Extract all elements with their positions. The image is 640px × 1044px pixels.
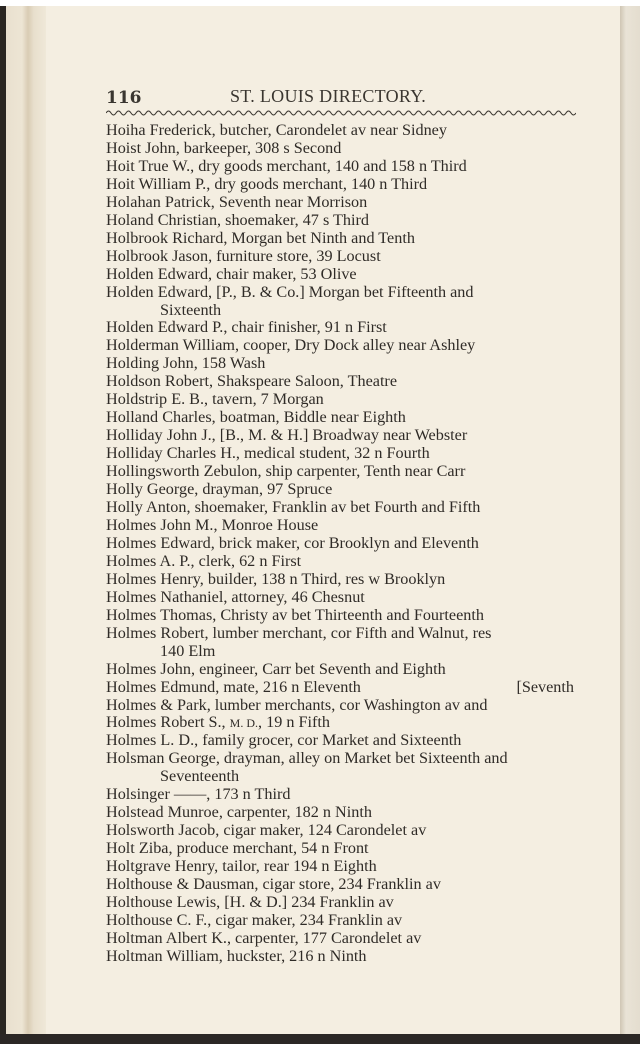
page-edges-left — [6, 6, 46, 1034]
directory-entry: Holly Anton, shoemaker, Franklin av bet Fourth and Fifth — [106, 498, 481, 517]
directory-entry: Holthouse & Dausman, cigar store, 234 Franklin av — [106, 875, 441, 894]
directory-entry: Hoit William P., dry goods merchant, 140 n Third — [106, 174, 428, 193]
directory-entry: Holmes Thomas, Christy av bet Thirteenth and Fourteenth — [106, 605, 484, 624]
directory-entry: Hollingsworth Zebulon, ship carpenter, Tenth near Carr — [106, 462, 466, 481]
directory-entry: Hoiha Frederick, butcher, Carondelet av near Sidney — [106, 121, 447, 139]
directory-entry: Holly George, drayman, 97 Spruce — [106, 480, 333, 499]
directory-entry: Holthouse Lewis, [H. & D.] 234 Franklin av — [106, 892, 394, 911]
entry-text: Holmes Edmund, mate, 216 n Eleventh — [106, 677, 361, 696]
entry-text: Holmes & Park, lumber merchants, cor Washington av and — [106, 695, 488, 714]
directory-entry: Holmes John M., Monroe House — [106, 515, 319, 534]
entry-text-rest: , 19 n Fifth — [258, 713, 330, 732]
directory-entry: Holthouse C. F., cigar maker, 234 Franklin av — [106, 910, 403, 929]
directory-entry: Holahan Patrick, Seventh near Morrison — [106, 192, 368, 211]
directory-entry: Hoist John, barkeeper, 308 s Second — [106, 138, 342, 157]
directory-entry: Holden Edward, chair maker, 53 Olive — [106, 264, 357, 283]
directory-entry — [106, 679, 574, 697]
directory-entry: Holbrook Jason, furniture store, 39 Locust — [106, 246, 381, 265]
directory-entries — [106, 122, 586, 966]
directory-entry: Holderman William, cooper, Dry Dock alley near Ashley — [106, 336, 476, 355]
directory-entry: Holdstrip E. B., tavern, 7 Morgan — [106, 390, 324, 409]
entry-title-abbrev: M. D. — [229, 716, 258, 731]
directory-entry: Holliday Charles H., medical student, 32 n Fourth — [106, 444, 430, 463]
directory-entry: Holmes Nathaniel, attorney, 46 Chesnut — [106, 587, 365, 606]
directory-entry — [106, 625, 574, 643]
directory-entry-continuation: Seventeenth — [160, 767, 240, 786]
entry-text: Holmes Robert S., — [106, 713, 230, 732]
directory-entry — [106, 697, 574, 715]
directory-entry: Holliday John J., [B., M. & H.] Broadway near Webster — [106, 426, 468, 445]
directory-entry: Holtgrave Henry, tailor, rear 194 n Eighth — [106, 857, 377, 876]
page-text — [106, 86, 576, 965]
directory-entry: Holding John, 158 Wash — [106, 354, 266, 373]
directory-entry: Holmes John, engineer, Carr bet Seventh and Eighth — [106, 659, 446, 678]
directory-entry: Holmes Henry, builder, 138 n Third, res w Brooklyn — [106, 569, 446, 588]
wavy-rule-divider — [106, 108, 576, 118]
directory-entry: Holdson Robert, Shakspeare Saloon, Theatre — [106, 372, 398, 391]
directory-entry: Holden Edward P., chair finisher, 91 n First — [106, 318, 387, 337]
page-edge-right — [620, 6, 640, 1036]
entry-text: Holden Edward, [P., B. & Co.] Morgan bet Fifteenth and — [106, 282, 474, 301]
directory-entry — [106, 750, 574, 768]
directory-entry: Holtman Albert K., carpenter, 177 Carondelet av — [106, 928, 422, 947]
page-header — [106, 86, 576, 112]
running-title: ST. LOUIS DIRECTORY. — [230, 86, 427, 106]
directory-entry: Holsinger ——, 173 n Third — [106, 785, 291, 804]
directory-entry: Holbrook Richard, Morgan bet Ninth and Tenth — [106, 228, 415, 247]
entry-text: Holsman George, drayman, alley on Market bet Sixteenth and — [106, 749, 508, 768]
directory-entry-continuation: Sixteenth — [160, 300, 222, 319]
directory-entry: Holt Ziba, produce merchant, 54 n Front — [106, 839, 369, 858]
directory-entry: Holmes A. P., clerk, 62 n First — [106, 551, 302, 570]
scan-bottom-edge — [0, 1034, 640, 1044]
directory-entry: Holtman William, huckster, 216 n Ninth — [106, 946, 367, 965]
directory-entry: Hoit True W., dry goods merchant, 140 and 158 n Third — [106, 156, 467, 175]
directory-entry: Holmes L. D., family grocer, cor Market and Sixteenth — [106, 731, 462, 750]
directory-entry — [106, 284, 574, 302]
page-number: 116 — [106, 88, 142, 108]
directory-entry: Holand Christian, shoemaker, 47 s Third — [106, 210, 369, 229]
directory-entry: Holland Charles, boatman, Biddle near Eighth — [106, 408, 406, 427]
directory-entry-continuation: 140 Elm — [160, 641, 216, 660]
directory-entry: Holmes Edward, brick maker, cor Brooklyn and Eleventh — [106, 533, 479, 552]
entry-text: Holmes Robert, lumber merchant, cor Fifth and Walnut, res — [106, 623, 492, 642]
entry-overflow-text: [Seventh — [516, 677, 574, 696]
directory-entry: Holsworth Jacob, cigar maker, 124 Carondelet av — [106, 821, 427, 840]
directory-entry: Holstead Munroe, carpenter, 182 n Ninth — [106, 803, 372, 822]
directory-entry — [106, 714, 586, 732]
